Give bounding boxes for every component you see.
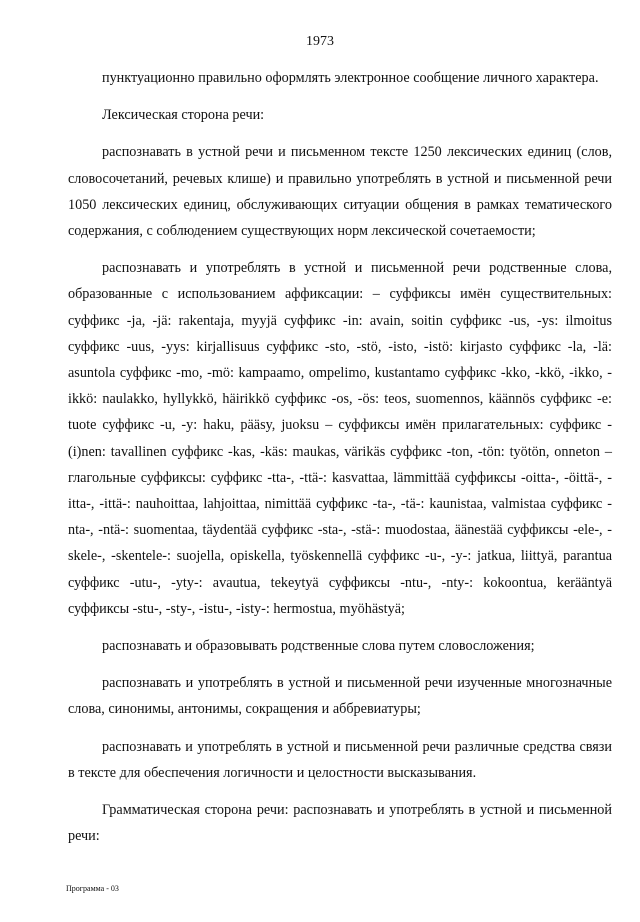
paragraph-punctuation: пунктуационно правильно оформлять электронное сообщение личного характера. xyxy=(102,70,599,86)
paragraph-affixation: распознавать и употреблять в устной и письменной речи родственные слова, образованные с использованием аффиксации: – суффиксы имён существительных: суффикс -ja, -jä: rakentaja, myyjä суффикс -in: avain, soitin суффикс -us, -ys: ilmoitus суффикс -uus, -yys: kirjallisuus суффикс -sto, -stö, -isto, -istö: kirjasto суффикс -la, -lä: asuntola суффикс -mo, -mö: kampaamo, ompelimo, kustantamo суффикс -kko, -kkö, -ikko, -ikkö: naulakko, hyllykkö, häirikkö суффикс -os, -ös: teos, suomennos, käännös суффикс -e: tuote суффикс -u, -y: haku, pääsy, juoksu – суффиксы имён прилагательных: суффикс -(i)nen: tavallinen суффикс -kas, -käs: maukas, värikäs суффикс -ton, -tön: työtön, onneton – глагольные суффиксы: суффикс -tta-, -ttä-: kasvattaa, lämmittää суффиксы -oitta-, -öittä-, -itta-, -ittä-: nauhoittaa, lahjoittaa, nimittää суффикс -ta-, -tä-: kaunistaa, valmistaa суффикс -nta-, -ntä-: suomentaa, täydentää суффикс -sta-, -stä-: muodostaa, äänestää суффиксы -ele-, -skele-, -skentele-: suojella, opiskella, työskennellä суффикс -u-, -y-: jatkua, liittyä, parantua суффикс -utu-, -yty-: avautua, tekeytyä суффиксы -ntu-, -nty-: kokoontua, kerääntyä суффиксы -stu-, -sty-, -istu-, -isty-: hermostua, myöhästyä; xyxy=(68,260,612,617)
paragraph-compounding: распознавать и образовывать родственные слова путем словосложения; xyxy=(102,638,535,655)
heading-grammar-side: Грамматическая сторона речи: распознавать и употреблять в устной и письменной речи: xyxy=(68,802,612,845)
document-body xyxy=(68,65,612,849)
paragraph-lexical-units: распознавать в устной речи и письменном тексте 1250 лексических единиц (слов, словосочетаний, речевых клише) и правильно употреблять в устной и письменной речи 1050 лексических единиц, обслуживающих ситуации общения в рамках тематического содержания, с соблюдением существующих норм лексической сочетаемости; xyxy=(68,144,612,240)
page-number: 1973 xyxy=(306,34,334,49)
heading-lexical-side: Лексическая сторона речи: xyxy=(102,107,265,124)
paragraph-polysemy: распознавать и употреблять в устной и письменной речи изученные многозначные слова, синонимы, антонимы, сокращения и аббревиатуры; xyxy=(68,675,612,718)
paragraph-cohesion: распознавать и употреблять в устной и письменной речи различные средства связи в тексте для обеспечения логичности и целостности высказывания. xyxy=(68,738,612,781)
footer-label: Программа - 03 xyxy=(66,884,119,893)
